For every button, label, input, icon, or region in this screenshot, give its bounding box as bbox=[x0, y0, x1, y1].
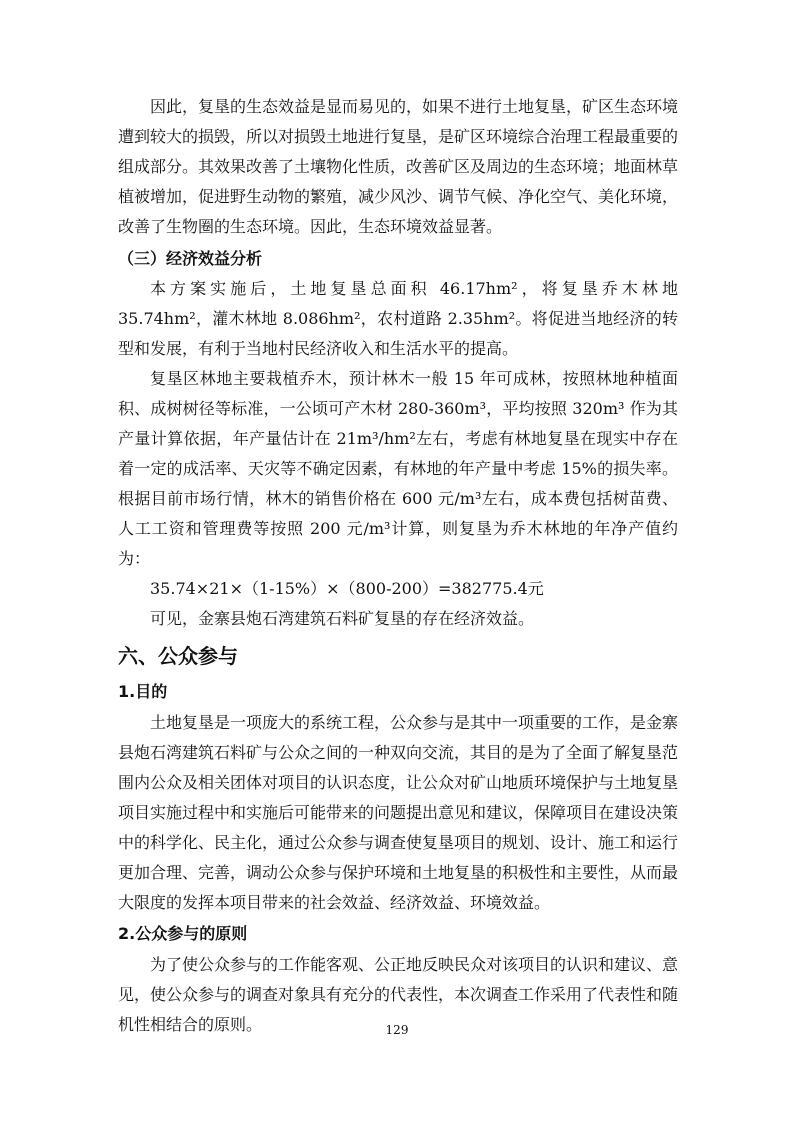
economic-conclusion-paragraph: 可见，金寨县炮石湾建筑石料矿复垦的存在经济效益。 bbox=[150, 609, 535, 628]
economic-benefit-heading: （三）经济效益分析 bbox=[118, 249, 263, 268]
purpose-paragraph: 土地复垦是一项庞大的系统工程，公众参与是其中一项重要的工作，是金寨县炮石湾建筑石料矿与公众之间的一种双向交流，其目的是为了全面了解复垦范围内公众及相关团体对项目的认识态度，让公众对矿山地质环境保护与土地复垦项目实施过程中和实施后可能带来的问题提出意见和建议，保障项目在建设决策中的科学化、民主化，通过公众参与调查使复垦项目的规划、设计、施工和运行更加合理、完善，调动公众参与保护环境和土地复垦的积极性和主要性，从而最大限度的发挥本项目带来的社会效益、经济效益、环境效益。 bbox=[118, 713, 679, 912]
reclamation-area-paragraph: 本方案实施后，土地复垦总面积 46.17hm²，将复垦乔木林地 35.74hm²，灌木林地 8.086hm²，农村道路 2.35hm²。将促进当地经济的转型和发展，有利于当地村民经济收入和生活水平的提高。 bbox=[118, 279, 678, 358]
ecology-benefit-paragraph: 因此，复垦的生态效益是显而易见的，如果不进行土地复垦，矿区生态环境遭到较大的损毁，所以对损毁土地进行复垦，是矿区环境综合治理工程最重要的组成部分。其效果改善了土壤物化性质，改善矿区及周边的生态环境；地面林草植被增加，促进野生动物的繁殖，减少风沙、调节气候、净化空气、美化环境，改善了生物圈的生态环境。因此，生态环境效益显著。 bbox=[118, 97, 679, 236]
section-title-public-participation: 六、公众参与 bbox=[118, 644, 238, 668]
subsection-title-principles: 2.公众参与的原则 bbox=[118, 924, 248, 943]
subsection-title-purpose: 1.目的 bbox=[118, 682, 168, 701]
page-number: 129 bbox=[385, 1023, 409, 1037]
forest-yield-paragraph: 复垦区林地主要栽植乔木，预计林木一般 15 年可成林，按照林地种植面积、成树树径等标准，一公顷可产木材 280-360m³，平均按照 320m³ 作为其产量计算依据，年产量估计在 21m³/hm²左右，考虑有林地复垦在现实中存在着一定的成活率、天灾等不确定因素，有林地的年产量中考虑 15%的损失率。根据目前市场行情，林木的销售价格在 600 元/m³左右，成本费包括树苗费、人工工资和管理费等按照 200 元/m³计算，则复垦为乔木林地的年净产值约为： bbox=[118, 369, 678, 568]
document-body bbox=[118, 92, 678, 1040]
net-value-formula: 35.74×21×（1-15%）×（800-200）=382775.4元 bbox=[150, 579, 544, 598]
principles-paragraph: 为了使公众参与的工作能客观、公正地反映民众对该项目的认识和建议、意见，使公众参与的调查对象具有充分的代表性，本次调查工作采用了代表性和随机性相结合的原则。 bbox=[118, 955, 679, 1034]
